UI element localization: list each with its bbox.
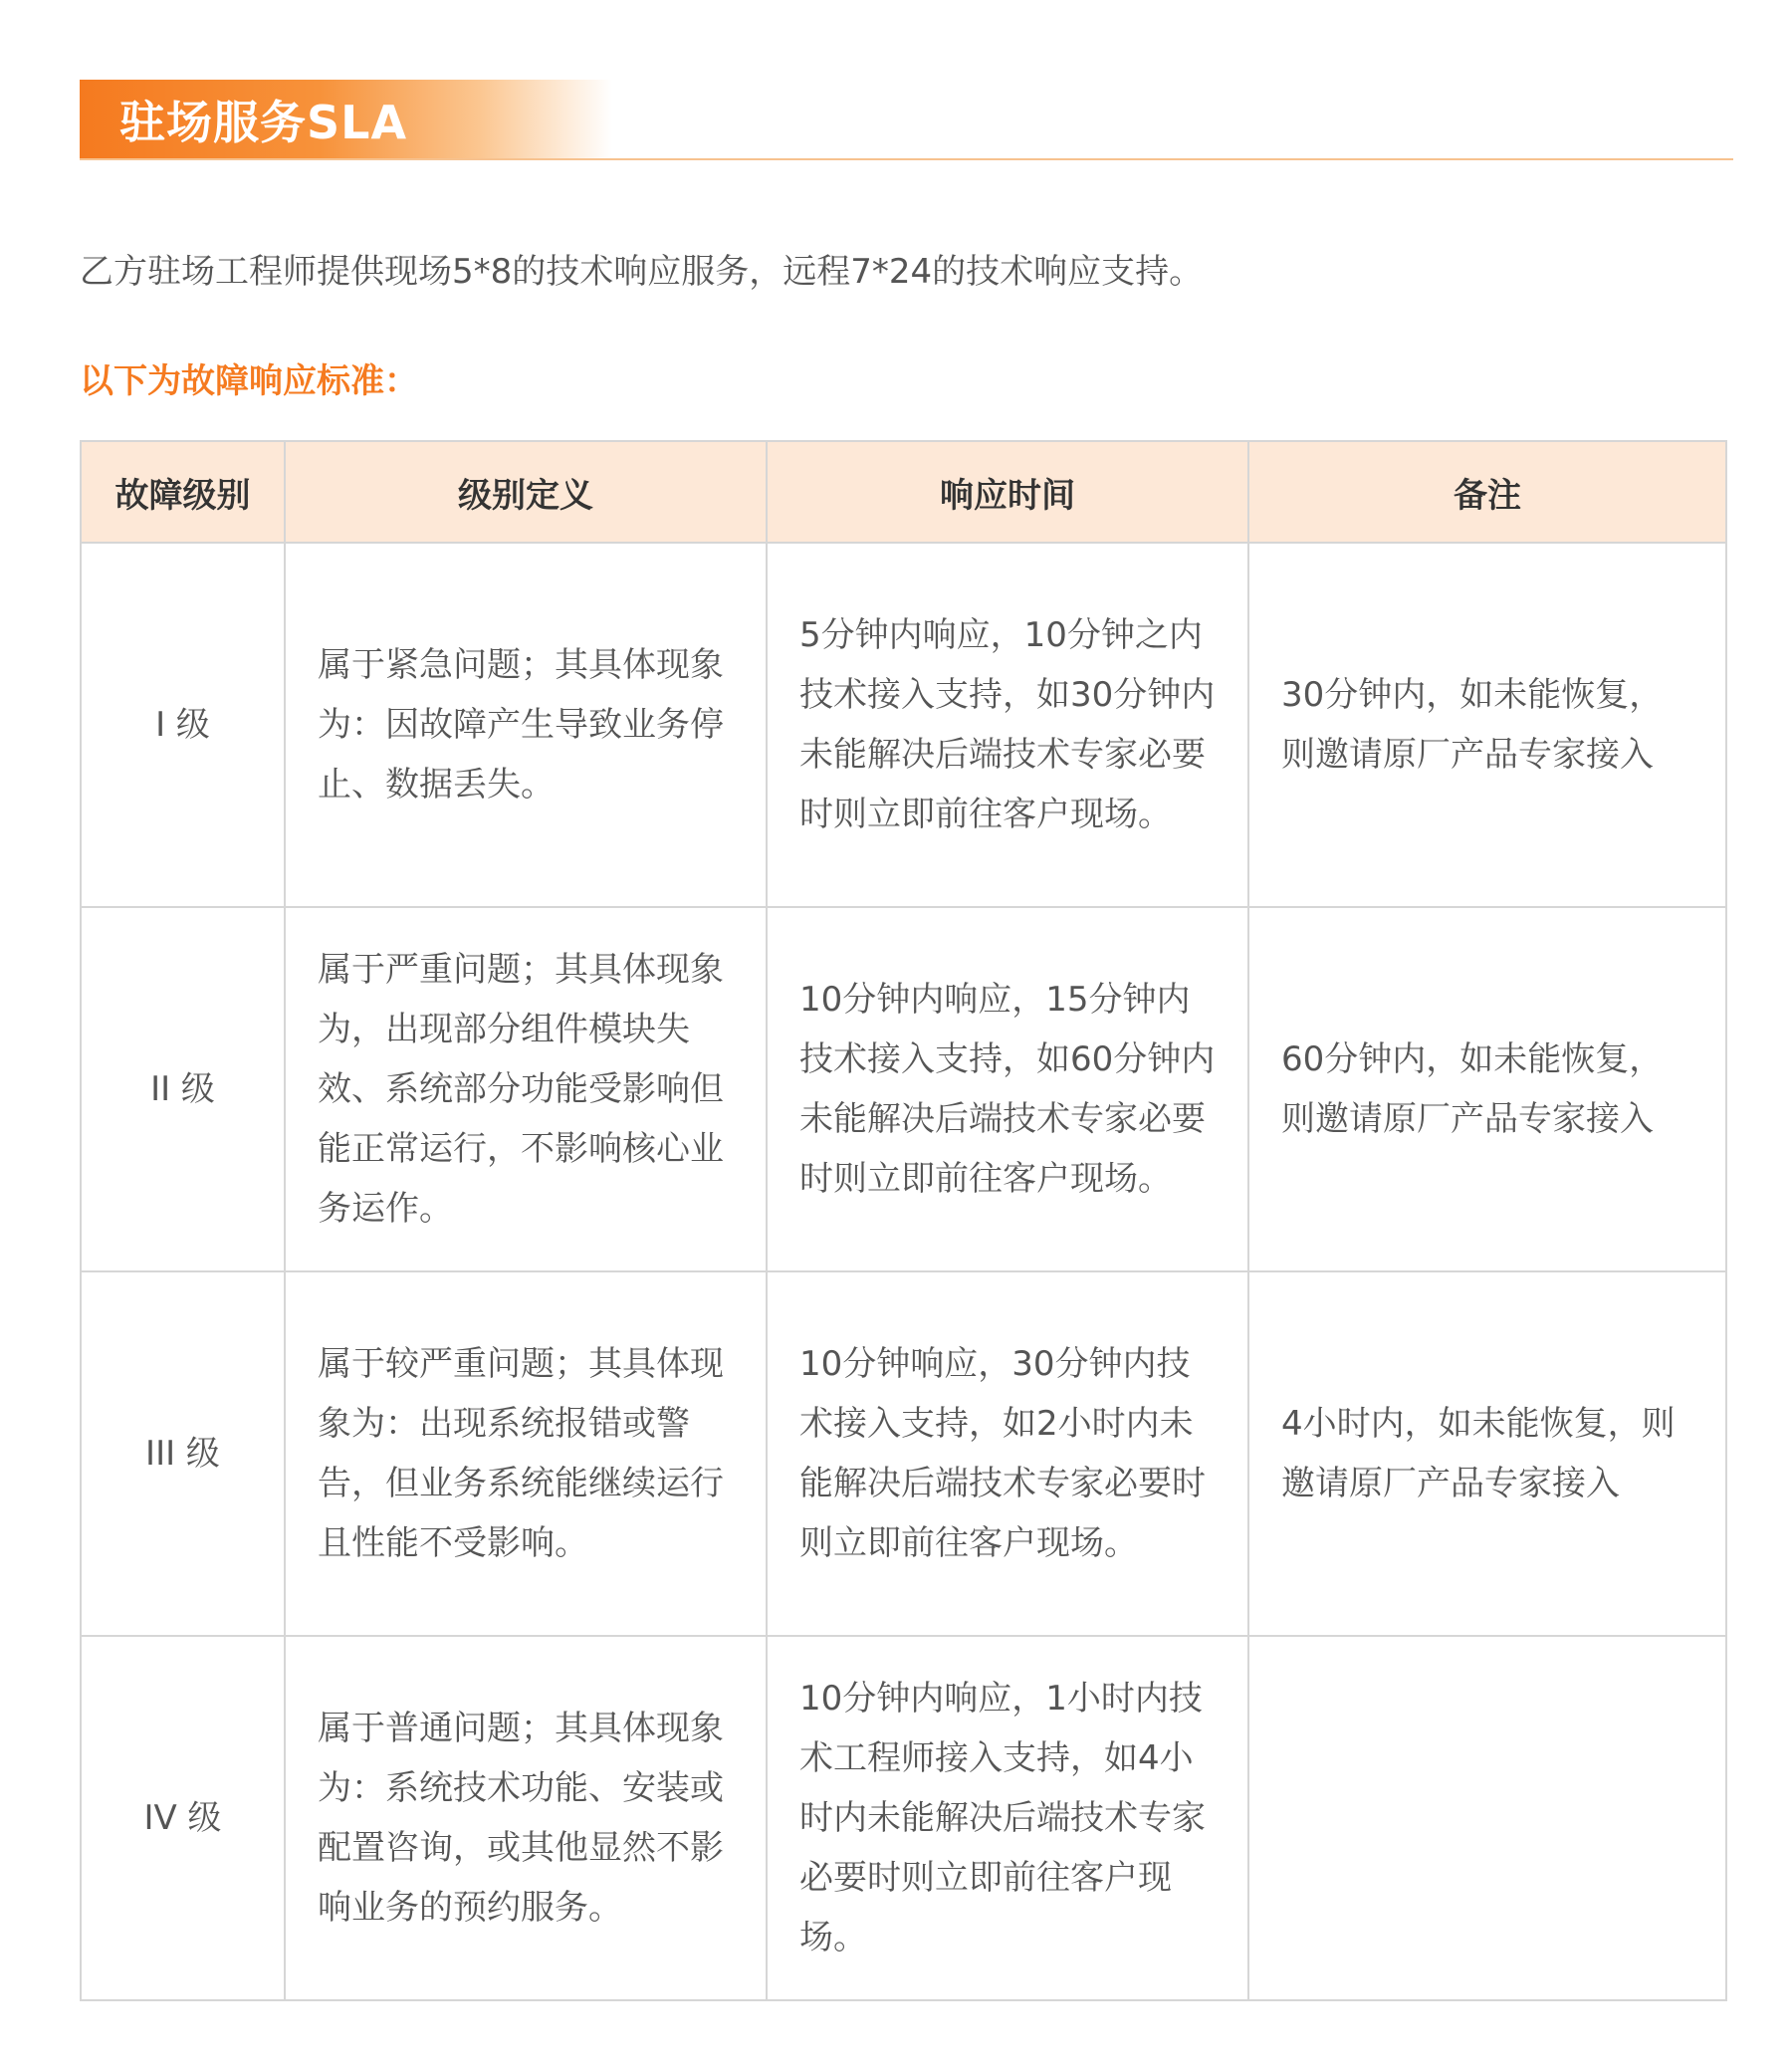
cell-response: 10分钟响应，30分钟内技术接入支持，如2小时内未能解决后端技术专家必要时则立即前往客户现场。 xyxy=(767,1271,1248,1636)
cell-note: 30分钟内，如未能恢复，则邀请原厂产品专家接入 xyxy=(1248,543,1726,907)
cell-level: IV 级 xyxy=(81,1636,285,2000)
header-level-definition: 级别定义 xyxy=(285,441,767,543)
cell-note: 60分钟内，如未能恢复，则邀请原厂产品专家接入 xyxy=(1248,907,1726,1271)
table-header-row xyxy=(81,441,1726,543)
cell-definition: 属于严重问题；其具体现象为，出现部分组件模块失效、系统部分功能受影响但能正常运行，不影响核心业务运作。 xyxy=(285,907,767,1271)
table-row xyxy=(81,543,1726,907)
cell-level: II 级 xyxy=(81,907,285,1271)
fault-standard-heading: 以下为故障响应标准： xyxy=(80,361,418,401)
cell-response: 10分钟内响应，15分钟内技术接入支持，如60分钟内未能解决后端技术专家必要时则立即前往客户现场。 xyxy=(767,907,1248,1271)
cell-response: 5分钟内响应，10分钟之内技术接入支持，如30分钟内未能解决后端技术专家必要时则立即前往客户现场。 xyxy=(767,543,1248,907)
cell-note: 4小时内，如未能恢复，则邀请原厂产品专家接入 xyxy=(1248,1271,1726,1636)
sla-table xyxy=(80,440,1727,2001)
section-title: 驻场服务SLA xyxy=(119,96,408,149)
cell-definition: 属于较严重问题；其具体现象为：出现系统报错或警告，但业务系统能继续运行且性能不受影响。 xyxy=(285,1271,767,1636)
header-remarks: 备注 xyxy=(1248,441,1726,543)
cell-level: I 级 xyxy=(81,543,285,907)
cell-response: 10分钟内响应，1小时内技术工程师接入支持，如4小时内未能解决后端技术专家必要时则立即前往客户现场。 xyxy=(767,1636,1248,2000)
cell-definition: 属于紧急问题；其具体现象为：因故障产生导致业务停止、数据丢失。 xyxy=(285,543,767,907)
cell-level: III 级 xyxy=(81,1271,285,1636)
title-divider xyxy=(80,158,1733,160)
cell-definition: 属于普通问题；其具体现象为：系统技术功能、安装或配置咨询，或其他显然不影响业务的预约服务。 xyxy=(285,1636,767,2000)
table-row xyxy=(81,1271,1726,1636)
table-row xyxy=(81,1636,1726,2000)
table-row xyxy=(81,907,1726,1271)
section-title-bar xyxy=(80,80,612,159)
cell-note xyxy=(1248,1636,1726,2000)
header-fault-level: 故障级别 xyxy=(81,441,285,543)
header-response-time: 响应时间 xyxy=(767,441,1248,543)
intro-text: 乙方驻场工程师提供现场5*8的技术响应服务，远程7*24的技术响应支持。 xyxy=(80,252,1204,292)
